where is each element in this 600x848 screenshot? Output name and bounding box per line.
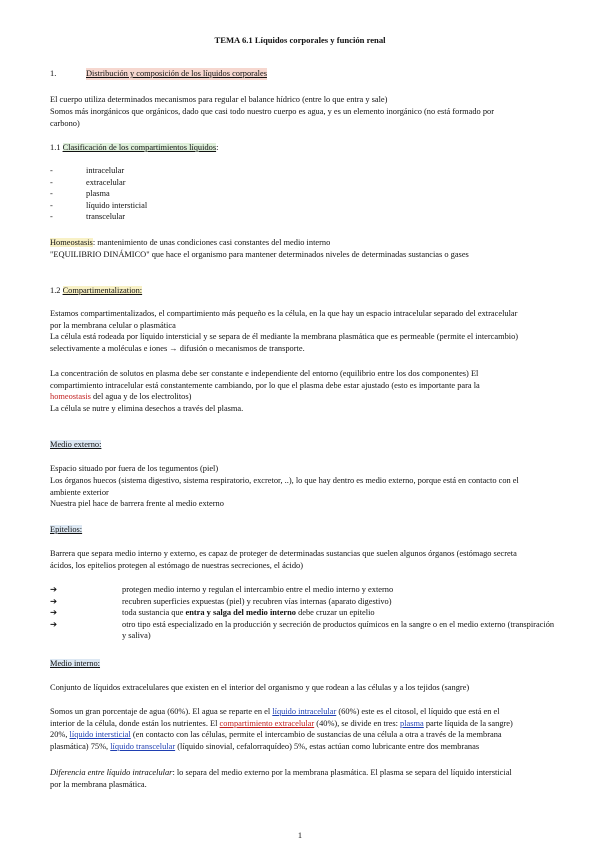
- section-1-heading: [50, 68, 520, 80]
- section-number: 1.: [50, 69, 57, 78]
- compartment-paragraph-4: La célula se nutre y elimina desechos a través del plasma.: [50, 404, 244, 413]
- section-title: Distribución y composición de los líquidos corporales: [86, 69, 267, 78]
- arrow-icon: ➔: [50, 585, 58, 594]
- page-number: 1: [297, 831, 303, 840]
- internal-paragraph-1: Conjunto de líquidos extracelulares que existen en el interior del organismo y que rodean a las células y a los tejidos (sangre): [50, 683, 470, 692]
- internal-paragraph-3: Diferencia entre líquido intracelular: lo separa del medio externo por la membrana plasmática. El plasma se separa del líquido intersticial por la membrana plasmática.: [50, 768, 512, 789]
- homeostasis-keyword: homeostasis: [50, 392, 91, 401]
- epithelia-heading: Epitelios:: [50, 525, 83, 534]
- compartment-paragraph-2: La célula está rodeada por líquido intersticial y se separa de él mediante la membrana plasmática que es permeable (permite el intercambio) selectivamente a moléculas e iones → difusión o mecanismos de transporte.: [50, 332, 519, 353]
- external-medium-heading: Medio externo:: [50, 440, 102, 449]
- list-item: - extracelular: [50, 177, 126, 187]
- arrow-icon: ➔: [50, 619, 58, 629]
- list-item: - intracelular: [50, 166, 125, 175]
- list-item: ➔ recubren superficies expuestas (piel) y recubren vías internas (aparato digestivo): [50, 596, 392, 606]
- subsection-1-1-heading: 1.1 Clasificación de los compartimientos líquidos:: [50, 143, 219, 152]
- subsection-1-2-heading: 1.2 Compartimentalization:: [50, 286, 143, 295]
- list-item: - plasma: [50, 189, 110, 198]
- homeostasis-term: Homeostasis: [50, 238, 93, 247]
- external-paragraph-3: Nuestra piel hace de barrera frente al medio externo: [50, 499, 224, 508]
- transcellular-fluid-term: líquido transcelular: [110, 741, 176, 751]
- compartment-list: [50, 165, 520, 223]
- intro-paragraph-1: El cuerpo utiliza determinados mecanismos para regular el balance hídrico (entre lo que entra y sale): [50, 95, 388, 104]
- epithelia-paragraph: Barrera que separa medio interno y externo, es capaz de proteger de determinadas sustancias que suelen algunos órganos (estómago secreta ácidos, los epitelios protegen al estómago de nuestras secreciones, el ácido): [50, 549, 517, 570]
- plasma-term: plasma: [400, 718, 424, 728]
- compartment-paragraph-3: La concentración de solutos en plasma debe ser constante e independiente del entorno (equilibrio entre los dos componentes) El compartimiento intracelular está constantemente cambiando, por lo que el plasma debe estar ajustado (esto es importante para la homeostasis del agua y de los electrolitos): [50, 369, 480, 401]
- internal-medium-heading: Medio interno:: [50, 659, 101, 668]
- arrow-icon: ➔: [50, 596, 58, 606]
- internal-paragraph-2: Somos un gran porcentaje de agua (60%). El agua se reparte en el líquido intracelular (60%) este es el citosol, el líquido que está en el interior de la célula, donde están los nutrientes. El compartimiento extracelular (40%), se divide en tres: plasma parte líquida de la sangre) 20%, líquido intersticial (en contacto con las células, permite el intercambio de sustancias de una célula a otra a través de la membrana plasmática) 75%, líquido transcelular (líquido sinovial, cefalorraquídeo) 5%, estas actúan como lubricante entre dos membranas: [50, 707, 513, 751]
- list-item: ➔ toda sustancia que entra y salga del medio interno debe cruzar un epitelio: [50, 608, 375, 617]
- epithelia-list: [50, 584, 555, 642]
- external-paragraph-1: Espacio situado por fuera de los tegumentos (piel): [50, 464, 219, 473]
- compartment-paragraph-1: Estamos compartimentalizados, el compartimiento más pequeño es la célula, en la que hay un espacio intracelular separado del extracelular por la membrana celular o plasmática: [50, 309, 518, 330]
- arrow-icon: ➔: [50, 608, 58, 617]
- extracellular-compartment-term: compartimiento extracelular: [219, 718, 315, 728]
- list-item: - transcelular: [50, 212, 126, 221]
- intracellular-fluid-term: líquido intracelular: [272, 707, 337, 716]
- homeostasis-line-2: "EQUILIBRIO DINÁMICO" que hace el organismo para mantener determinados niveles de determinadas sustancias o gases: [50, 250, 469, 259]
- interstitial-fluid-term: líquido intersticial: [69, 730, 131, 739]
- external-paragraph-2: Los órganos huecos (sistema digestivo, sistema respiratorio, excretor, ..), lo que hay dentro es medio externo, porque está en contacto con el ambiente exterior: [50, 476, 519, 497]
- intro-paragraph-2: Somos más inorgánicos que orgánicos, dado que casi todo nuestro cuerpo es agua, y es un elemento inorgánico (no está formado por carbono): [50, 107, 495, 128]
- list-item: ➔ otro tipo está especializado en la producción y secreción de productos químicos en la sangre o en el medio externo (transpiración y saliva): [50, 619, 555, 640]
- list-item: ➔ protegen medio interno y regulan el intercambio entre el medio interno y externo: [50, 585, 394, 594]
- page-title: TEMA 6.1 Líquidos corporales y función renal: [214, 35, 386, 45]
- homeostasis-definition: Homeostasis: mantenimiento de unas condiciones casi constantes del medio interno: [50, 238, 331, 247]
- list-item: - líquido intersticial: [50, 200, 148, 210]
